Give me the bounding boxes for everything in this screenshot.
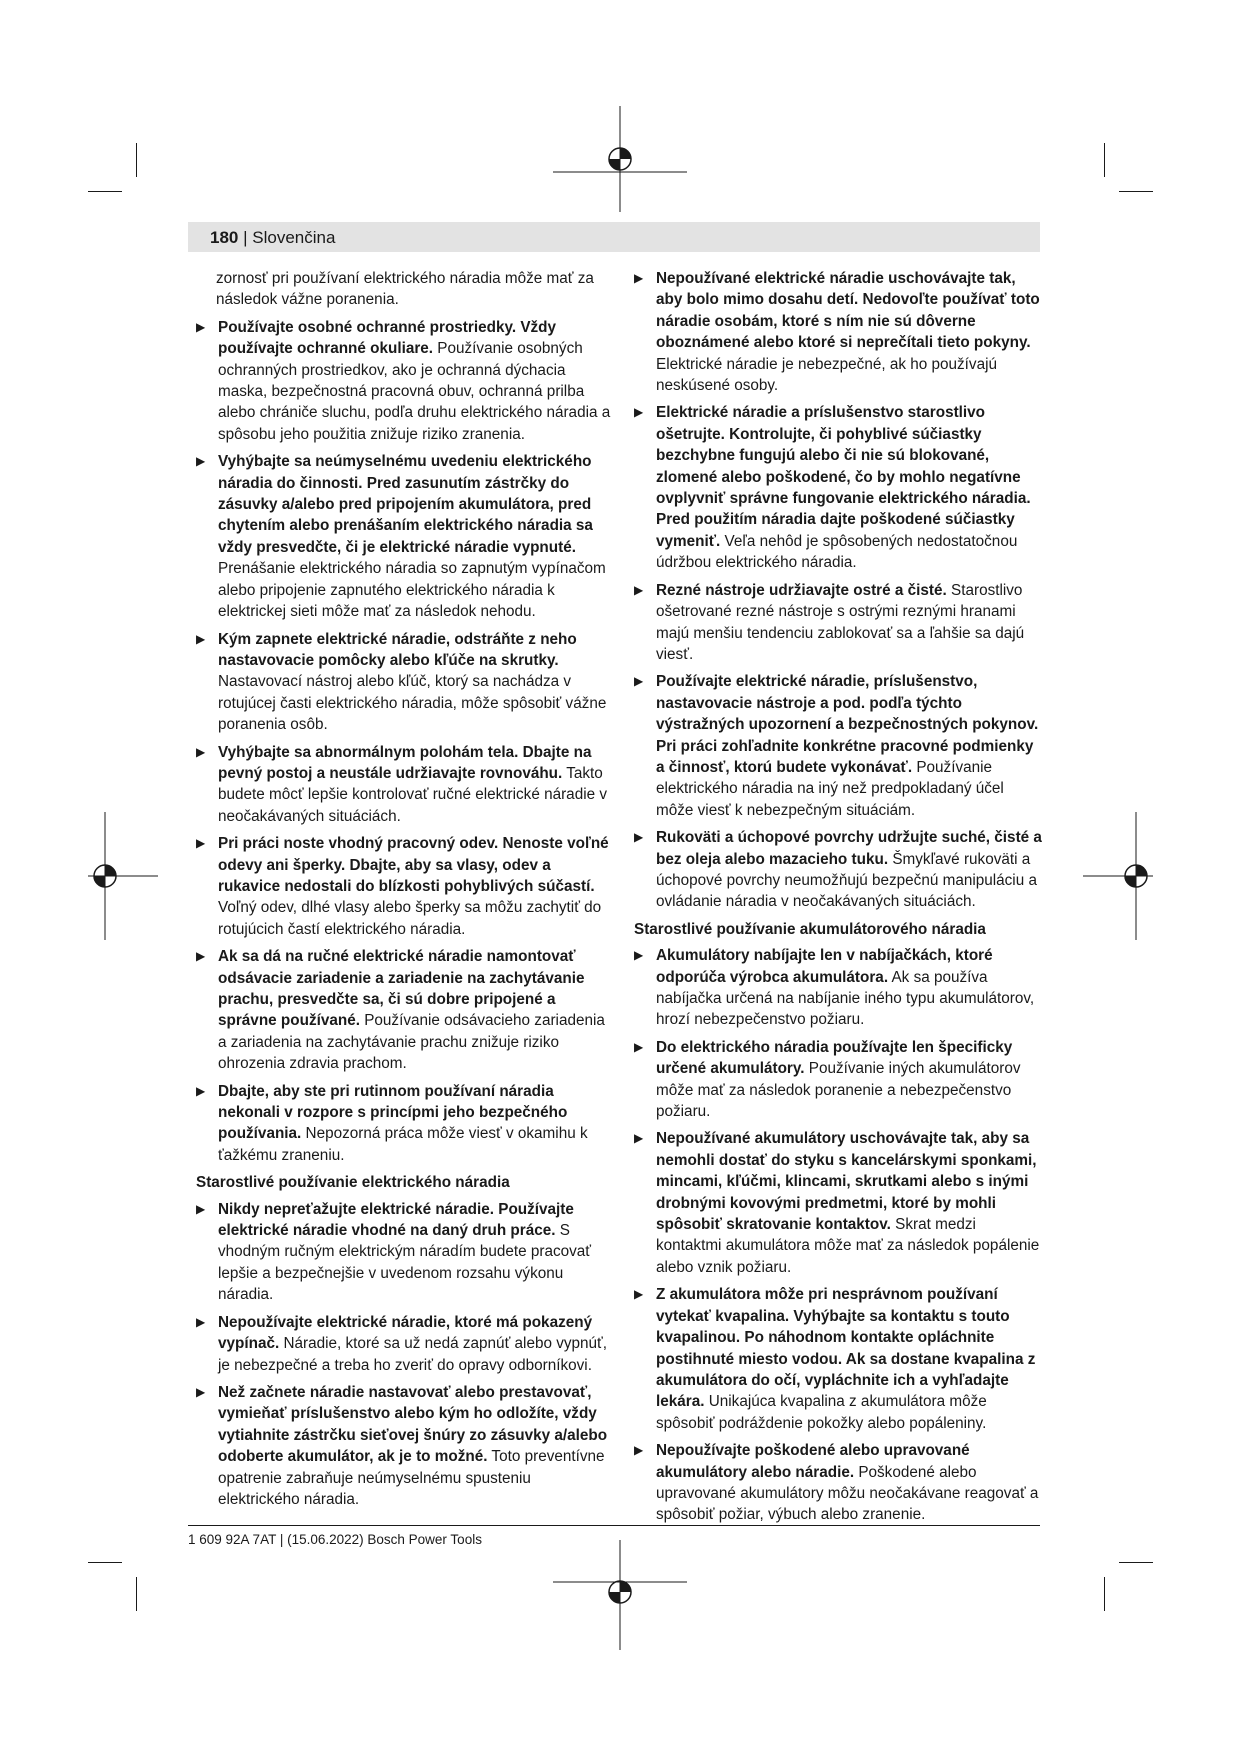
warning-instruction: Elektrické náradie a príslušenstvo starostlivo ošetrujte. Kontrolujte, či pohyblivé súčiastky bezchybne fungujú alebo či nie sú blokované, zlomené alebo poškodené, čo by mohlo negatívne ovplyvniť správne fungovanie elektrického náradia. Pred použitím náradia dajte poškodené súčiastky vymeniť. — [656, 404, 1031, 550]
bullet-arrow-icon: ▶ — [634, 1443, 644, 1458]
page-footer: 1 609 92A 7AT | (15.06.2022) Bosch Power Tools — [188, 1532, 482, 1547]
crop-mark — [1104, 1577, 1105, 1611]
warning-item — [634, 1037, 1044, 1123]
warning-explanation: Používanie odsávacieho zariadenia a zariadenia na zachytávanie prachu znižuje riziko ohrozenia zdravia prachom. — [218, 1012, 605, 1073]
warning-instruction: Používajte osobné ochranné prostriedky. Vždy používajte ochranné okuliare. — [218, 318, 557, 358]
warning-explanation: Ak sa používa nabíjačka určená na nabíjanie iného typu akumulátorov, hrozí nebezpečenstvo požiaru. — [656, 968, 1035, 1029]
bullet-arrow-icon: ▶ — [196, 454, 206, 469]
bullet-arrow-icon: ▶ — [634, 1287, 644, 1302]
warning-item — [196, 833, 611, 940]
page-language: Slovenčina — [252, 228, 336, 247]
warning-item — [196, 1081, 611, 1167]
warning-explanation: Takto budete môcť lepšie kontrolovať ručné elektrické náradie v neočakávaných situáciách. — [218, 764, 608, 825]
warning-instruction: Akumulátory nabíjajte len v nabíjačkách, ktoré odporúča výrobca akumulátora. — [656, 947, 993, 986]
warning-item — [196, 1312, 611, 1376]
warning-instruction: Nepoužívajte poškodené alebo upravované akumulátory alebo náradie. — [656, 1442, 970, 1481]
warning-item — [196, 742, 611, 828]
bullet-arrow-icon: ▶ — [634, 582, 644, 597]
footer-rule — [188, 1525, 1040, 1526]
intro-paragraph: zornosť pri používaní elektrického náradia môže mať za následok vážne poranenia. — [216, 270, 594, 309]
warning-instruction: Vyhýbajte sa neúmyselnému uvedeniu elektrického náradia do činnosti. Pred zasunutím zástrčky do zásuvky a/alebo pred pripojením akumulátora, pred chytením alebo prenášaním elektrického náradia sa vždy presvedčte, či je elektrické náradie vypnuté. — [218, 453, 593, 556]
warning-explanation: Skrat medzi kontaktmi akumulátora môže mať za následok popálenie alebo vznik požiaru. — [656, 1216, 1040, 1276]
warning-explanation: S vhodným ručným elektrickým náradím budete pracovať lepšie a bezpečnejšie v uvedenom rozsahu výkonu náradia. — [218, 1222, 592, 1304]
warning-explanation: Elektrické náradie je nebezpečné, ak ho používajú neskúsené osoby. — [656, 355, 997, 395]
bullet-arrow-icon: ▶ — [196, 319, 206, 334]
bullet-arrow-icon: ▶ — [634, 1131, 644, 1146]
crop-mark — [1119, 1562, 1153, 1563]
warning-instruction: Dbajte, aby ste pri rutinnom používaní náradia nekonali v rozpore s princípmi jeho bezpečného používania. — [218, 1082, 568, 1143]
warning-explanation: Poškodené alebo upravované akumulátory môžu neočakávane reagovať a spôsobiť požiar, výbuch alebo zranenie. — [656, 1463, 1039, 1524]
warning-instruction: Vyhýbajte sa abnormálnym polohám tela. Dbajte na pevný postoj a neustále udržiavajte rovnováhu. — [218, 743, 592, 782]
warning-instruction: Kým zapnete elektrické náradie, odstráňte z neho nastavovacie pomôcky alebo kľúče na skrutky. — [218, 630, 577, 669]
warning-instruction: Nepoužívané akumulátory uschovávajte tak, aby sa nemohli dostať do styku s kancelárskymi sponkami, mincami, kľúčmi, klincami, skrutkami alebo s inými drobnými kovovými predmetmi, ktoré by mohli spôsobiť skratovanie kontaktov. — [656, 1130, 1037, 1234]
registration-mark-right — [1083, 812, 1153, 940]
warning-explanation: Nepozorná práca môže viesť v okamihu k ťažkému zraneniu. — [218, 1125, 588, 1164]
warning-instruction: Než začnete náradie nastavovať alebo prestavovať, vymieňať príslušenstvo alebo kým ho odložíte, vždy vytiahnite zástrčku sieťovej šnúry zo zásuvky a/alebo odoberte akumulátor, ak je to možné. — [218, 1383, 608, 1466]
warning-explanation: Používanie elektrického náradia na iný než predpokladaný účel môže viesť k nebezpečným situáciám. — [656, 758, 1004, 819]
bullet-arrow-icon: ▶ — [196, 1384, 206, 1399]
crop-mark — [88, 191, 122, 192]
warning-item — [196, 946, 611, 1074]
crop-mark — [136, 1577, 137, 1611]
warning-instruction: Ak sa dá na ručné elektrické náradie namontovať odsávacie zariadenie a zariadenie na zachytávanie prachu, presvedčte sa, či sú dobre pripojené a správne používané. — [218, 948, 585, 1030]
registration-mark-left — [88, 812, 158, 940]
warning-item — [634, 827, 1044, 913]
bullet-arrow-icon: ▶ — [634, 271, 644, 285]
warning-explanation: Šmykľavé rukoväti a úchopové povrchy neumožňujú bezpečnú manipuláciu a ovládanie náradia v neočakávaných situáciách. — [656, 850, 1037, 911]
bullet-arrow-icon: ▶ — [634, 405, 644, 420]
bullet-arrow-icon: ▶ — [196, 1083, 206, 1098]
left-column — [196, 268, 611, 1516]
section-heading: Starostlivé používanie akumulátorového náradia — [634, 920, 986, 938]
crop-mark — [1119, 191, 1153, 192]
warning-explanation: Používanie osobných ochranných prostriedkov, ako je ochranná dýchacia maska, bezpečnostná pracovná obuv, ochranná prilba alebo chrániče sluchu, podľa druhu elektrického náradia a spôsobu jeho použitia znižuje riziko zranenia. — [218, 340, 611, 443]
bullet-arrow-icon: ▶ — [196, 1201, 206, 1216]
warning-list — [196, 317, 611, 1166]
warning-explanation: Používanie iných akumulátorov môže mať za následok poranenie a nebezpečenstvo požiaru. — [656, 1060, 1021, 1121]
bullet-arrow-icon: ▶ — [196, 836, 206, 851]
warning-item — [196, 629, 611, 736]
registration-mark-top — [553, 106, 687, 226]
registration-mark-bottom — [553, 1530, 687, 1650]
warning-item — [196, 317, 611, 445]
warning-instruction: Pri práci noste vhodný pracovný odev. Nenoste voľné odevy ani šperky. Dbajte, aby sa vlasy, odev a rukavice nedostali do blízkosti pohyblivých súčastí. — [218, 835, 609, 895]
warning-item — [196, 1199, 611, 1306]
warning-explanation: Voľný odev, dlhé vlasy alebo šperky sa môžu zachytiť do rotujúcich častí elektrického náradia. — [218, 899, 602, 938]
bullet-arrow-icon: ▶ — [196, 949, 206, 964]
warning-explanation: Toto preventívne opatrenie zabraňuje neúmyselnému spusteniu elektrického náradia. — [218, 1448, 605, 1508]
bullet-arrow-icon: ▶ — [196, 744, 206, 759]
bullet-arrow-icon: ▶ — [634, 830, 644, 845]
warning-explanation: Náradie, ktoré sa už nedá zapnúť alebo vypnúť, je nebezpečné a treba ho zveriť do opravy odborníkovi. — [218, 1335, 608, 1374]
warning-item — [634, 268, 1044, 396]
page-header: 180 | Slovenčina — [210, 228, 336, 247]
crop-mark — [88, 1562, 122, 1563]
warning-explanation: Prenášanie elektrického náradia so zapnutým vypínačom alebo pripojenie zapnutého elektrického náradia k elektrickej sieti môže mať za následok nehodu. — [218, 560, 606, 621]
warning-instruction: Nikdy nepreťažujte elektrické náradie. Používajte elektrické náradie vhodné na daný druh práce. — [218, 1200, 574, 1240]
warning-list — [196, 1199, 611, 1511]
warning-item — [196, 1382, 611, 1510]
section-heading: Starostlivé používanie elektrického náradia — [196, 1174, 510, 1192]
page-number: 180 — [210, 228, 239, 247]
warning-instruction: Nepoužívajte elektrické náradie, ktoré má pokazený vypínač. — [218, 1313, 593, 1353]
warning-item — [634, 402, 1044, 573]
warning-item — [634, 671, 1044, 821]
warning-item — [196, 451, 611, 622]
bullet-arrow-icon: ▶ — [634, 674, 644, 689]
warning-item — [634, 1440, 1044, 1526]
warning-item — [634, 1128, 1044, 1278]
warning-list — [634, 268, 1044, 913]
bullet-arrow-icon: ▶ — [196, 631, 206, 646]
warning-instruction: Používajte elektrické náradie, príslušenstvo, nastavovacie nástroje a pod. podľa týchto výstražných upozornení a bezpečnostných pokynov. Pri práci zohľadnite konkrétne pracovné podmienky a činnosť, ktorú budete vykonávať. — [656, 673, 1039, 776]
crop-mark — [136, 143, 137, 177]
warning-list — [634, 945, 1044, 1526]
warning-instruction: Rezné nástroje udržiavajte ostré a čisté. — [656, 581, 947, 599]
warning-instruction: Z akumulátora môže pri nesprávnom používaní vytekať kvapalina. Vyhýbajte sa kontaktu s touto kvapalinou. Po náhodnom kontakte opláchnite postihnuté miesto vodou. Ak sa dostane kvapalina z akumulátora do očí, vypláchnite ich a vyhľadajte lekára. — [656, 1286, 1036, 1411]
warning-instruction: Nepoužívané elektrické náradie uschovávajte tak, aby bolo mimo dosahu detí. Nedovoľte používať toto náradie osobám, ktoré s ním nie sú dôverne oboznámené alebo ktoré si neprečítali tieto pokyny. — [656, 270, 1040, 352]
bullet-arrow-icon: ▶ — [196, 1314, 206, 1329]
warning-instruction: Rukoväti a úchopové povrchy udržujte suché, čisté a bez oleja alebo mazacieho tuku. — [656, 829, 1042, 868]
crop-mark — [1104, 143, 1105, 177]
warning-instruction: Do elektrického náradia používajte len špecificky určené akumulátory. — [656, 1038, 1013, 1078]
bullet-arrow-icon: ▶ — [634, 1039, 644, 1054]
warning-explanation: Starostlivo ošetrované rezné nástroje s ostrými reznými hranami majú menšiu tendenciu zablokovať sa a ľahšie sa dajú viesť. — [656, 581, 1025, 663]
bullet-arrow-icon: ▶ — [634, 948, 644, 963]
right-column — [634, 268, 1044, 1532]
warning-explanation: Veľa nehôd je spôsobených nedostatočnou údržbou elektrického náradia. — [656, 532, 1018, 572]
warning-item — [634, 945, 1044, 1031]
warning-explanation: Nastavovací nástroj alebo kľúč, ktorý sa nachádza v rotujúcej časti elektrického náradia, môže spôsobiť vážne poranenia osôb. — [218, 673, 607, 734]
warning-item — [634, 1284, 1044, 1434]
warning-item — [634, 580, 1044, 666]
warning-explanation: Unikajúca kvapalina z akumulátora môže spôsobiť podráždenie pokožky alebo popáleniny. — [656, 1393, 987, 1432]
